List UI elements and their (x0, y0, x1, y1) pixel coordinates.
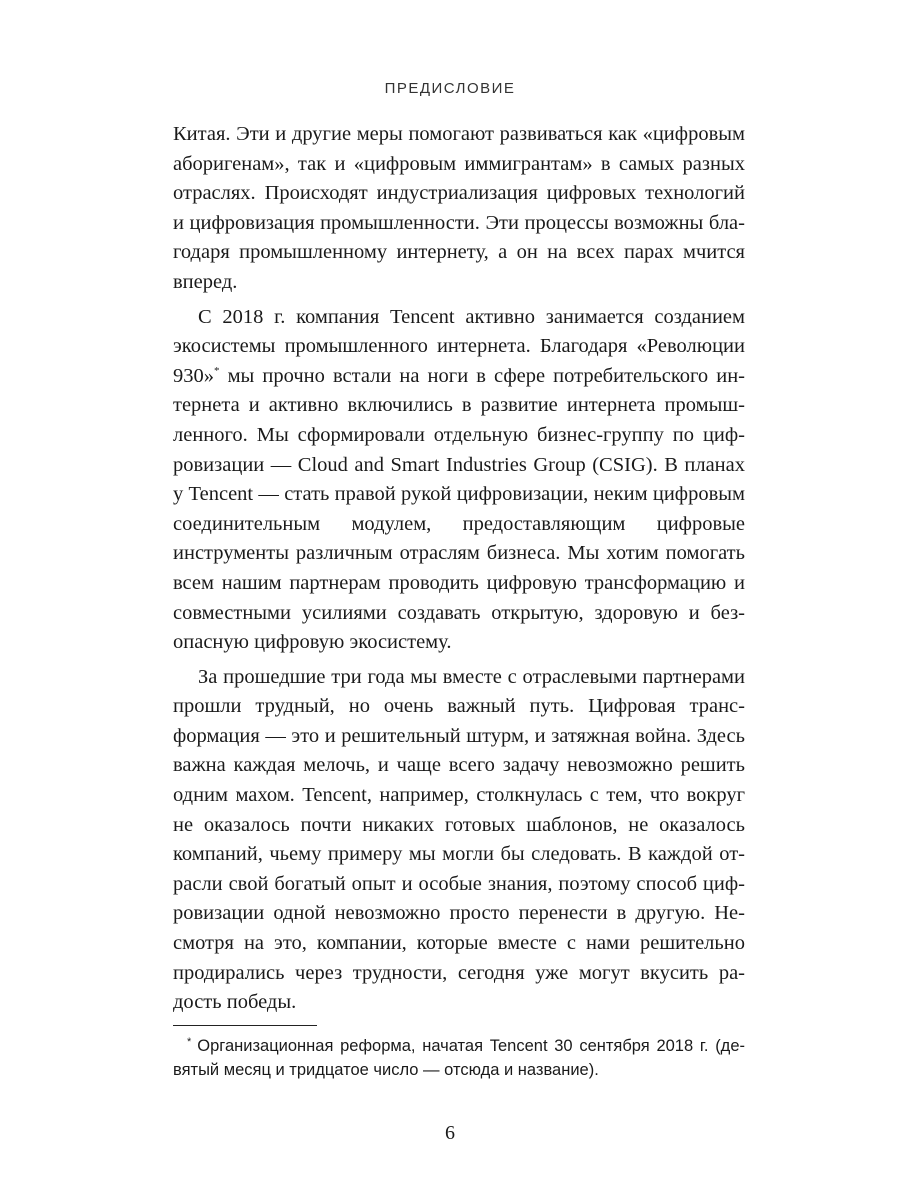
paragraph-3: За прошедшие три года мы вместе с отраслевыми партнерами прошли трудный, но очень важный путь. Цифровая трансформация — это и решительный штурм, и затяжная война. Здесь важна каждая мелочь, и чаще всего задачу невозможно решить одним махом. Tencent, например, столкнулась с тем, что вокруг не оказалось почти никаких готовых шаблонов, не оказалось компаний, чьему примеру мы могли бы следовать. В каждой отрасли свой богатый опыт и особые знания, поэтому способ цифровизации одной невозможно просто перенести в другую. Несмотря на это, компании, которые вместе с нами решительно продирались через трудности, сегодня уже могут вкусить радость победы. (173, 665, 745, 1014)
footnote-reference[interactable]: * (214, 364, 220, 377)
running-head: ПРЕДИСЛОВИЕ (384, 80, 516, 97)
footnote-divider (173, 1025, 317, 1026)
paragraph-2-part-2: мы прочно встали на ноги в сфере потребительского интернета и активно включились в развитие интернета промышленного. Мы сформировали отдельную бизнес-группу по цифровизации — Cloud and Smart Industries Group (CSIG). В планах у Tencent — стать правой рукой цифровизации, неким цифровым соединительным модулем, предоставляющим цифровые инструменты различным отраслям бизнеса. Мы хотим помогать всем нашим партнерам проводить цифровую трансформацию и совместными усилиями создавать открытую, здоровую и безопасную цифровую экосистему. (173, 364, 745, 654)
footnote (173, 1034, 745, 1082)
paragraph-1: Китая. Эти и другие меры помогают развиваться как «цифровым аборигенам», так и «цифровым иммигрантам» в самых разных отраслях. Происходят индустриализация цифровых технологий и цифровизация промышленности. Эти процессы возможны благодаря промышленному интернету, а он на всех парах мчится вперед. (173, 123, 745, 293)
body-text (173, 120, 745, 1018)
footnote-marker: * (187, 1035, 192, 1048)
footnote-text: Организационная реформа, начатая Tencent 30 сентября 2018 г. (девятый месяц и тридцатое число — отсюда и название). (173, 1037, 745, 1079)
paragraph-2 (173, 303, 745, 658)
page-number: 6 (445, 1122, 455, 1144)
footnote-paragraph (173, 1034, 745, 1082)
paragraph-2-part-1: С 2018 г. компания Tencent активно занимается созданием экосистемы промышленного интернета. Благодаря «Революции 930» (173, 305, 745, 387)
